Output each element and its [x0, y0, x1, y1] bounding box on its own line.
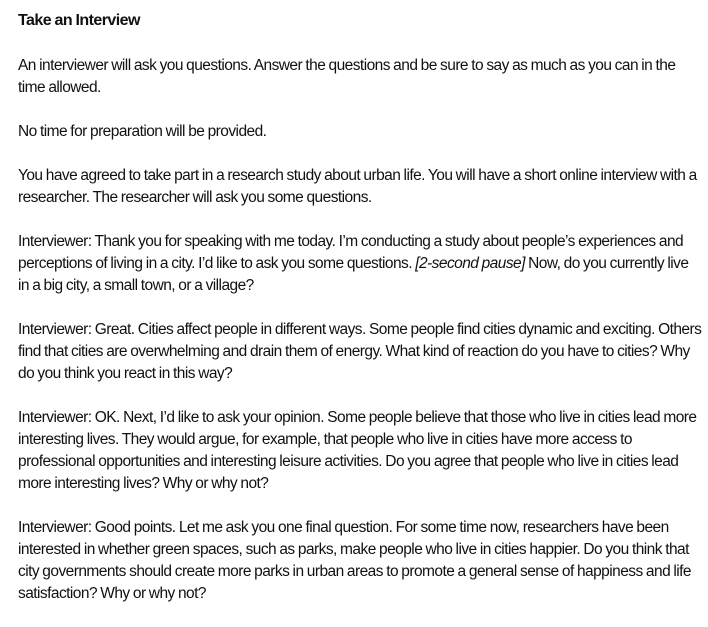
interview-task — [18, 10, 702, 627]
pause-cue: [2-second pause] — [415, 255, 525, 272]
question-1-text: Interviewer: Thank you for speaking with me today. I’m conducting a study about people’s experiences and perceptions of living in a city. I’d like to ask you some questions. — [18, 233, 684, 272]
scenario-paragraph: You have agreed to take part in a research study about urban life. You will have a short online interview with a researcher. The researcher will ask you some questions. — [18, 167, 697, 206]
preparation-note: No time for preparation will be provided. — [18, 123, 267, 140]
interviewer-question-3: Interviewer: OK. Next, I’d like to ask your opinion. Some people believe that those who live in cities lead more interesting lives. They would argue, for example, that people who live in cities have more access to professional opportunities and interesting leisure activities. Do you agree that people who live in cities lead more interesting lives? Why or why not? — [18, 409, 697, 492]
interviewer-question-1 — [18, 231, 702, 297]
interviewer-question-2: Interviewer: Great. Cities affect people in different ways. Some people find cities dynamic and exciting. Others find that cities are overwhelming and drain them of energy. What kind of reaction do you have to cities? Why do you think you react in this way? — [18, 321, 702, 382]
interviewer-question-4: Interviewer: Good points. Let me ask you one final question. For some time now, researchers have been interested in whether green spaces, such as parks, make people who live in cities happier. Do you think that city governments should create more parks in urban areas to promote a general sense of happiness and life satisfaction? Why or why not? — [18, 519, 692, 602]
instructions-paragraph: An interviewer will ask you questions. Answer the questions and be sure to say as much as you can in the time allowed. — [18, 57, 676, 96]
question-1-followup: Now, do you currently live in a big city, a small town, or a village? — [18, 255, 689, 294]
task-title: Take an Interview — [18, 12, 140, 29]
